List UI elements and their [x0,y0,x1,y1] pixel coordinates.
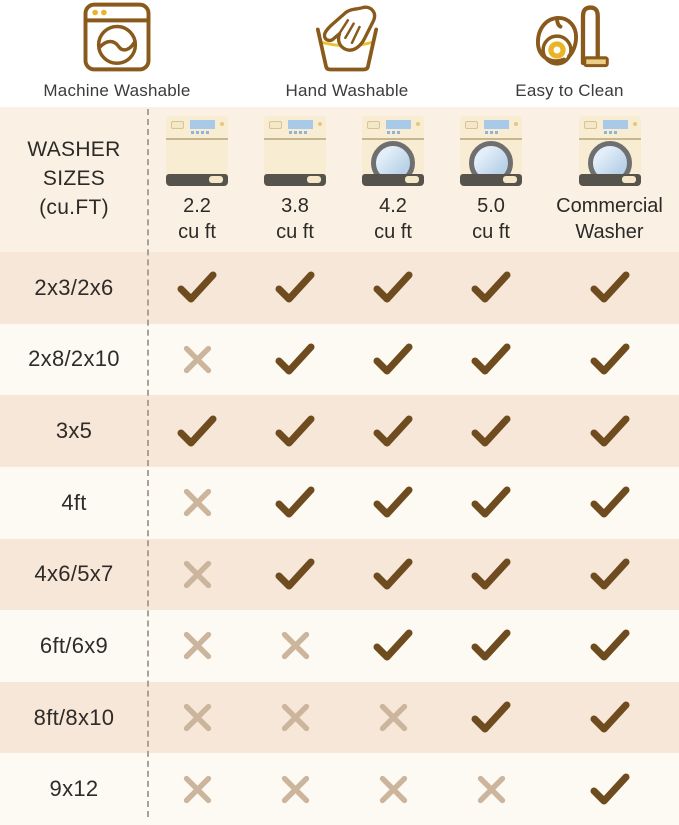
check-icon [442,467,540,539]
rug-size-label: 3x5 [55,418,93,444]
rug-size-label: 2x3/2x6 [34,274,114,300]
table-row [0,467,679,539]
feature-label: Machine Washable [43,81,191,100]
check-icon [442,395,540,467]
check-icon [442,324,540,396]
column-header-commercial [540,107,679,252]
vacuum-cleaner-icon [531,2,609,72]
column-label: 3.8 cu ft [276,195,314,244]
washer-size-table [0,107,679,825]
cross-icon [148,539,246,611]
washing-machine-icon [78,2,156,72]
check-icon [246,324,344,396]
table-row [0,682,679,754]
front-load-washer-icon [460,116,522,186]
check-icon [540,395,679,467]
top-load-washer-icon [264,116,326,186]
table-row [0,539,679,611]
column-header-4-2 [344,107,442,252]
front-load-washer-icon [579,116,641,186]
rug-size-label: 8ft/8x10 [33,704,115,730]
check-icon [540,753,679,825]
cross-icon [246,610,344,682]
table-row [0,395,679,467]
table-title-line: WASHER [27,138,121,162]
check-icon [246,252,344,324]
feature-machine-washable [0,0,234,101]
check-icon [344,610,442,682]
column-label: Commercial Washer [556,195,663,244]
column-header-5-0 [442,107,540,252]
rug-size-label: 6ft/6x9 [39,632,109,658]
check-icon [246,467,344,539]
feature-label: Easy to Clean [515,81,624,100]
table-row [0,252,679,324]
front-load-washer-icon [362,116,424,186]
check-icon [540,610,679,682]
top-load-washer-icon [166,116,228,186]
check-icon [540,539,679,611]
cross-icon [344,753,442,825]
care-features-row [0,0,679,107]
column-label: 4.2 cu ft [374,195,412,244]
check-icon [246,539,344,611]
column-header-2-2 [148,107,246,252]
feature-easy-to-clean [460,0,679,101]
column-label: 5.0 cu ft [472,195,510,244]
check-icon [442,252,540,324]
check-icon [148,252,246,324]
cross-icon [246,682,344,754]
table-row [0,324,679,396]
cross-icon [344,682,442,754]
table-title-line: (cu.FT) [39,195,109,219]
cross-icon [246,753,344,825]
table-body [0,252,679,825]
feature-label: Hand Washable [285,81,409,100]
cross-icon [148,753,246,825]
check-icon [148,395,246,467]
check-icon [344,324,442,396]
check-icon [344,467,442,539]
column-header-3-8 [246,107,344,252]
check-icon [344,539,442,611]
dashed-divider [147,109,149,817]
check-icon [442,539,540,611]
check-icon [442,610,540,682]
column-label: 2.2 cu ft [178,195,216,244]
rug-size-label: 4x6/5x7 [34,561,114,587]
cross-icon [442,753,540,825]
feature-hand-washable [234,0,460,101]
rug-size-label: 2x8/2x10 [28,346,120,372]
table-row [0,753,679,825]
hand-wash-icon [309,2,385,72]
cross-icon [148,324,246,396]
table-title [0,107,148,252]
check-icon [246,395,344,467]
check-icon [344,252,442,324]
check-icon [442,682,540,754]
check-icon [540,324,679,396]
cross-icon [148,682,246,754]
table-header [0,107,679,252]
check-icon [540,467,679,539]
rug-size-label: 9x12 [49,776,99,802]
table-row [0,610,679,682]
check-icon [540,682,679,754]
check-icon [344,395,442,467]
rug-size-label: 4ft [61,489,87,515]
cross-icon [148,610,246,682]
table-title-line: SIZES [42,167,106,191]
check-icon [540,252,679,324]
cross-icon [148,467,246,539]
